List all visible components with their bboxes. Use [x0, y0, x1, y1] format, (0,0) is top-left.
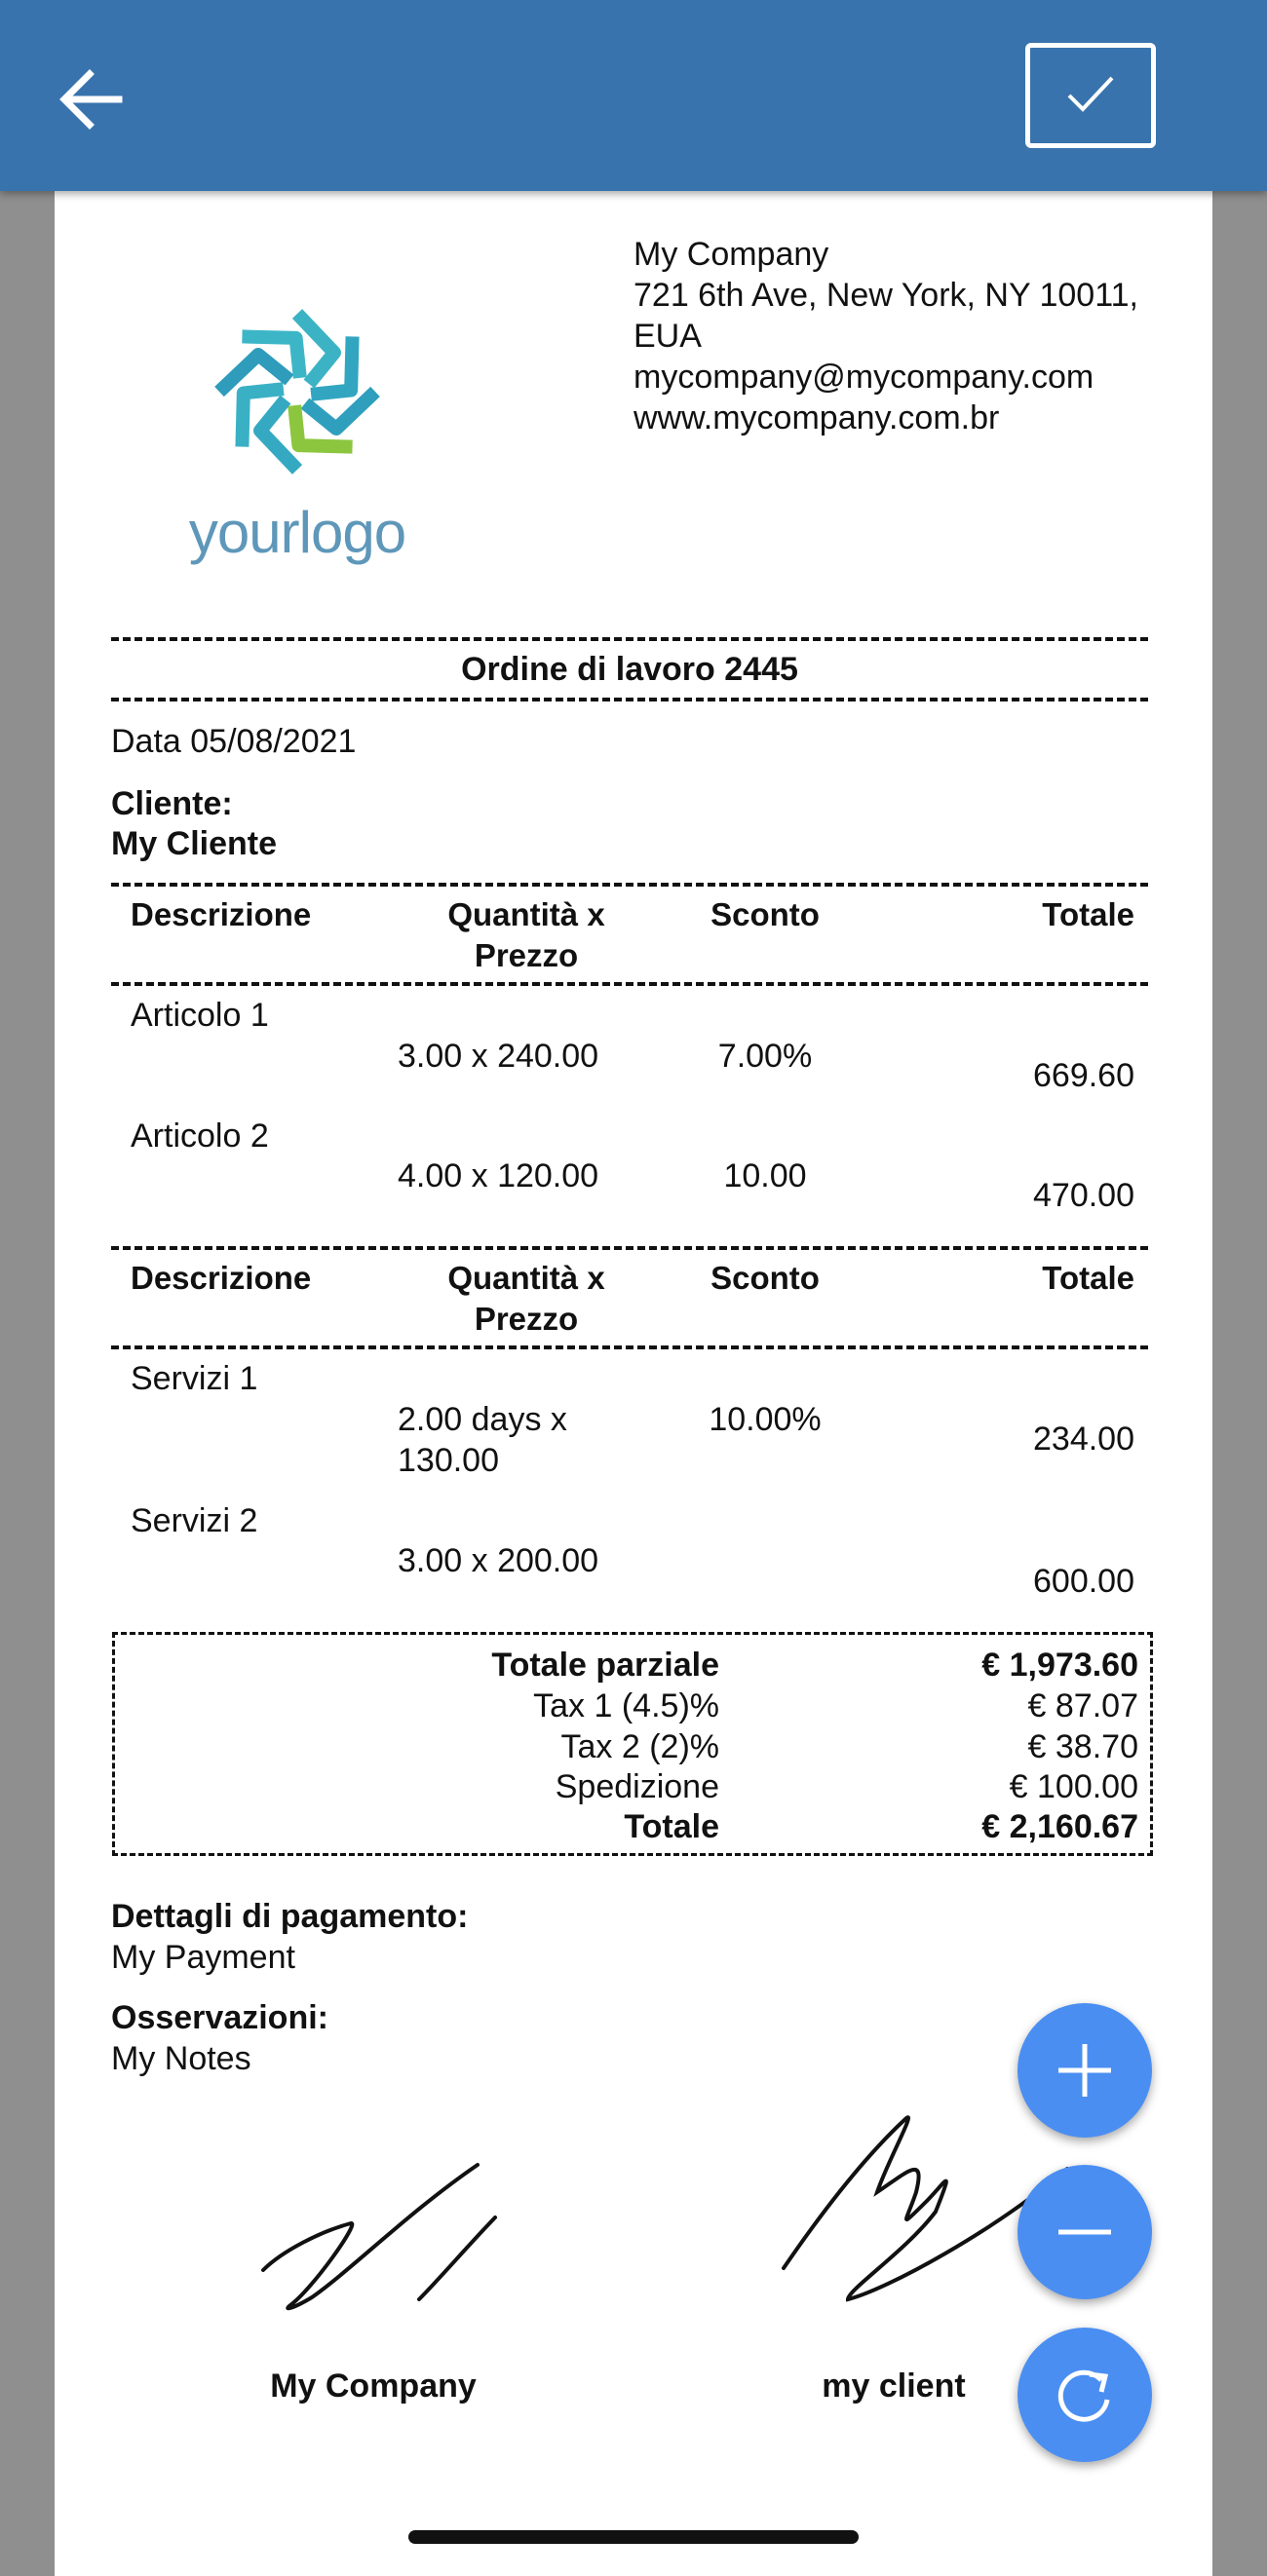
client-signature-label: my client — [822, 2368, 966, 2405]
item-total: 470.00 — [1033, 1177, 1134, 1214]
zoom-in-button[interactable] — [1017, 2003, 1152, 2138]
grand-total-label: Totale — [624, 1808, 719, 1845]
company-info — [634, 234, 1138, 438]
header-qty-price-line1: Quantità x — [447, 1260, 605, 1296]
service-total: 600.00 — [1033, 1563, 1134, 1600]
subtotal-value: € 1,973.60 — [981, 1647, 1138, 1684]
company-logo — [175, 283, 419, 565]
service-name: Servizi 2 — [131, 1502, 258, 1539]
back-button[interactable] — [57, 60, 134, 138]
header-total: Totale — [1042, 1260, 1134, 1296]
divider — [111, 1345, 1148, 1349]
notes-value: My Notes — [111, 2040, 251, 2077]
confirm-button[interactable] — [1025, 43, 1156, 148]
divider — [111, 637, 1148, 641]
company-signature — [244, 2153, 517, 2329]
item-total: 669.60 — [1033, 1057, 1134, 1094]
item-qty-price: 4.00 x 120.00 — [398, 1157, 599, 1194]
service-qty-price-cont: 130.00 — [398, 1442, 499, 1479]
order-title: Ordine di lavoro 2445 — [461, 651, 798, 688]
app-bar — [0, 0, 1267, 191]
header-qty-price — [390, 1258, 663, 1340]
header-qty-price-line2: Prezzo — [474, 937, 579, 973]
header-qty-price-line2: Prezzo — [474, 1301, 579, 1337]
header-qty-price — [390, 894, 663, 976]
zoom-out-button[interactable] — [1017, 2165, 1152, 2299]
company-email: mycompany@mycompany.com — [634, 359, 1094, 396]
company-website: www.mycompany.com.br — [634, 399, 1000, 436]
item-name: Articolo 2 — [131, 1118, 269, 1155]
header-discount: Sconto — [710, 1260, 820, 1296]
item-discount: 7.00% — [717, 1038, 813, 1075]
client-label: Cliente: — [111, 785, 233, 822]
item-name: Articolo 1 — [131, 997, 269, 1034]
shipping-value: € 100.00 — [1009, 1768, 1138, 1805]
service-total: 234.00 — [1033, 1421, 1134, 1458]
service-discount: 10.00% — [709, 1401, 822, 1438]
order-date: Data 05/08/2021 — [111, 723, 357, 760]
header-qty-price-line1: Quantità x — [447, 896, 605, 932]
totals-box — [112, 1632, 1153, 1856]
company-address-country: EUA — [634, 318, 702, 355]
divider — [111, 1246, 1148, 1250]
divider — [111, 698, 1148, 701]
header-description: Descrizione — [131, 1260, 312, 1296]
divider — [111, 883, 1148, 887]
header-description: Descrizione — [131, 896, 312, 932]
grand-total-value: € 2,160.67 — [981, 1808, 1138, 1845]
tax2-label: Tax 2 (2)% — [560, 1728, 719, 1765]
header-discount: Sconto — [710, 896, 820, 932]
rotate-button[interactable] — [1017, 2328, 1152, 2462]
item-qty-price: 3.00 x 240.00 — [398, 1038, 599, 1075]
notes-label: Osservazioni: — [111, 1999, 328, 2036]
payment-label: Dettagli di pagamento: — [111, 1898, 469, 1935]
minus-icon — [1051, 2198, 1119, 2266]
client-name: My Cliente — [111, 825, 278, 862]
shipping-label: Spedizione — [555, 1768, 719, 1805]
check-icon — [1066, 72, 1115, 115]
item-discount: 10.00 — [723, 1157, 807, 1194]
header-total: Totale — [1042, 896, 1134, 932]
plus-icon — [1051, 2036, 1119, 2104]
divider — [111, 982, 1148, 986]
company-name: My Company — [634, 236, 829, 273]
logo-text: yourlogo — [188, 500, 406, 565]
service-name: Servizi 1 — [131, 1360, 258, 1397]
tax2-value: € 38.70 — [1027, 1728, 1138, 1765]
subtotal-label: Totale parziale — [491, 1647, 719, 1684]
company-signature-label: My Company — [270, 2368, 477, 2405]
home-indicator[interactable] — [408, 2530, 859, 2544]
payment-value: My Payment — [111, 1939, 295, 1976]
tax1-label: Tax 1 (4.5)% — [533, 1687, 719, 1724]
tax1-value: € 87.07 — [1027, 1687, 1138, 1724]
service-qty-price: 3.00 x 200.00 — [398, 1542, 599, 1579]
service-qty-price: 2.00 days x — [398, 1401, 567, 1438]
arrow-left-icon — [57, 60, 134, 138]
company-address: 721 6th Ave, New York, NY 10011, — [634, 277, 1138, 314]
refresh-icon — [1051, 2361, 1119, 2429]
